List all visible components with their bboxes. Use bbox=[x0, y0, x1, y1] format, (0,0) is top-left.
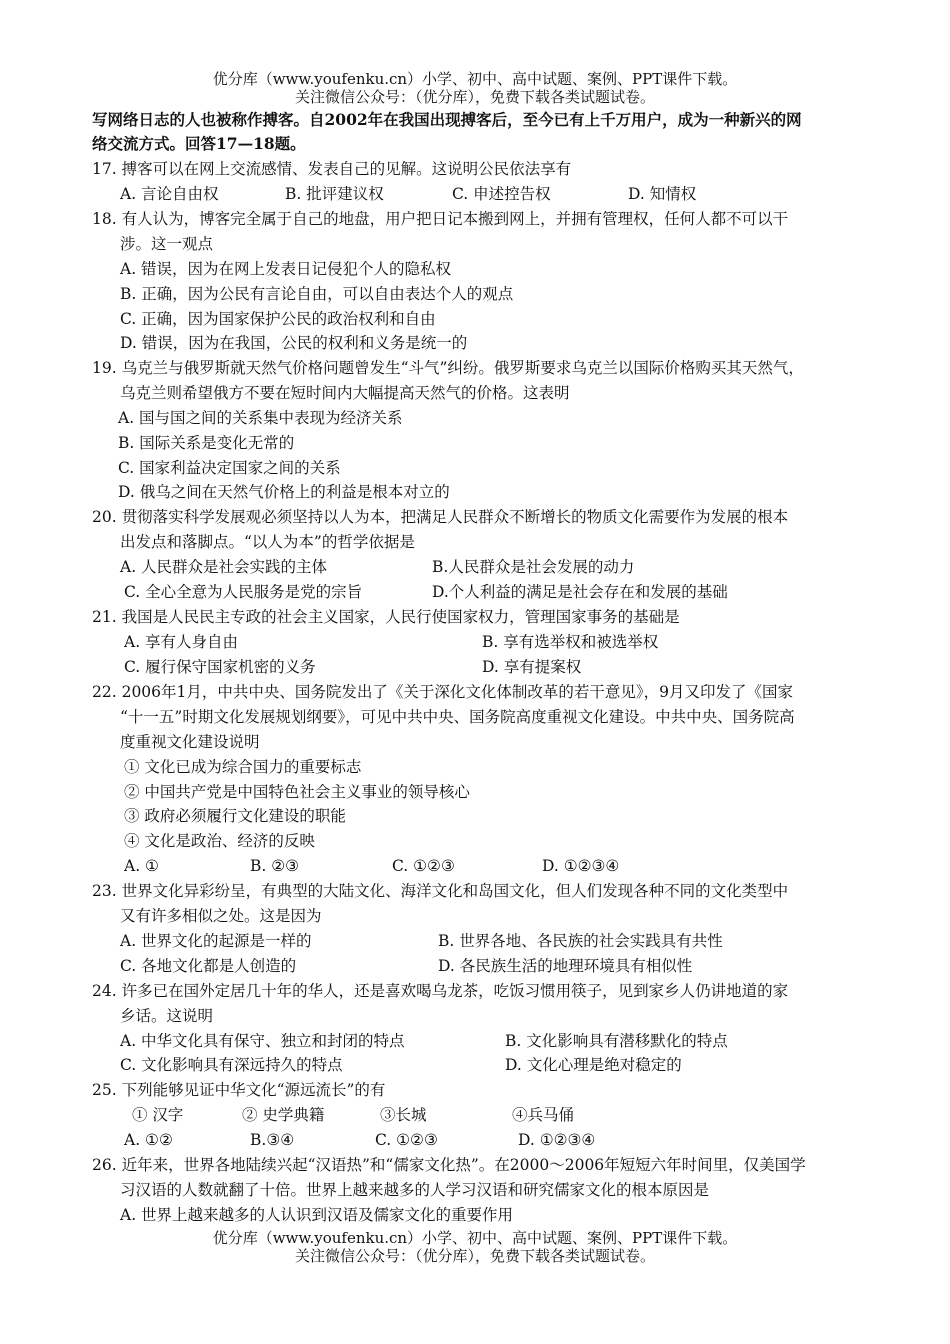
q25-option-b: B.③④ bbox=[250, 1131, 295, 1149]
q23-option-d: D. 各民族生活的地理环境具有相似性 bbox=[438, 957, 693, 975]
q25-option-c: C. ①②③ bbox=[375, 1131, 438, 1149]
q25-item-4: ④兵马俑 bbox=[512, 1106, 575, 1124]
q22-option-a: A. ① bbox=[124, 857, 159, 875]
q19-option-a: A. 国与国之间的关系集中表现为经济关系 bbox=[118, 409, 403, 427]
question-19-stem-2: 乌克兰则希望俄方不要在短时间内大幅提高天然气的价格。这表明 bbox=[120, 384, 570, 402]
q21-option-c: C. 履行保守国家机密的义务 bbox=[124, 658, 316, 676]
q18-option-a: A. 错误，因为在网上发表日记侵犯个人的隐私权 bbox=[120, 260, 452, 278]
question-17-stem: 17. 搏客可以在网上交流感情、发表自己的见解。这说明公民依法享有 bbox=[92, 160, 572, 178]
q17-option-c: C. 申述控告权 bbox=[452, 185, 551, 203]
footer-line-2: 关注微信公众号：（优分库），免费下载各类试题试卷。 bbox=[294, 1247, 655, 1265]
question-18-stem-2: 涉。这一观点 bbox=[120, 235, 214, 253]
question-23-stem-1: 23. 世界文化异彩纷呈，有典型的大陆文化、海洋文化和岛国文化，但人们发现各种不同的文化类型中 bbox=[92, 882, 789, 900]
intro-line-1: 写网络日志的人也被称作搏客。自2002年在我国出现搏客后，至今已有上千万用户，成为一种新兴的网 bbox=[92, 110, 802, 129]
q25-item-1: ① 汉字 bbox=[132, 1106, 184, 1124]
q20-option-b: B.人民群众是社会发展的动力 bbox=[432, 558, 635, 576]
header-line-1: 优分库（www.youfenku.cn）小学、初中、高中试题、案例、PPT课件下载。 bbox=[212, 70, 738, 88]
q25-item-3: ③长城 bbox=[380, 1106, 427, 1124]
footer-line-1: 优分库（www.youfenku.cn）小学、初中、高中试题、案例、PPT课件下载。 bbox=[212, 1229, 738, 1247]
question-21-stem: 21. 我国是人民民主专政的社会主义国家，人民行使国家权力，管理国家事务的基础是 bbox=[92, 608, 680, 626]
q19-option-d: D. 俄乌之间在天然气价格上的利益是根本对立的 bbox=[118, 483, 450, 501]
question-22-stem-1: 22. 2006年1月，中共中央、国务院发出了《关于深化文化体制改革的若干意见》，9月又印发了《国家 bbox=[92, 683, 793, 701]
q21-option-d: D. 享有提案权 bbox=[482, 658, 582, 676]
question-22-stem-3: 度重视文化建设说明 bbox=[120, 733, 260, 751]
question-25-stem: 25. 下列能够见证中华文化“源远流长”的有 bbox=[92, 1081, 386, 1099]
q22-item-3: ③ 政府必须履行文化建设的职能 bbox=[124, 807, 346, 825]
question-19-stem-1: 19. 乌克兰与俄罗斯就天然气价格问题曾发生“斗气”纠纷。俄罗斯要求乌克兰以国际价格购买其天然气， bbox=[92, 359, 804, 377]
question-22-stem-2: “十一五”时期文化发展规划纲要》，可见中共中央、国务院高度重视文化建设。中共中央、国务院高 bbox=[120, 708, 795, 726]
q22-option-b: B. ②③ bbox=[250, 857, 300, 875]
q25-item-2: ② 史学典籍 bbox=[242, 1106, 325, 1124]
q24-option-b: B. 文化影响具有潜移默化的特点 bbox=[505, 1032, 728, 1050]
q17-option-a: A. 言论自由权 bbox=[120, 185, 219, 203]
q22-item-1: ① 文化已成为综合国力的重要标志 bbox=[124, 758, 362, 776]
q24-option-a: A. 中华文化具有保守、独立和封闭的特点 bbox=[120, 1032, 405, 1050]
q25-option-d: D. ①②③④ bbox=[518, 1131, 596, 1149]
q20-option-d: D.个人利益的满足是社会存在和发展的基础 bbox=[432, 583, 728, 601]
question-18-stem-1: 18. 有人认为，博客完全属于自己的地盘，用户把日记本搬到网上，并拥有管理权，任何人都不可以干 bbox=[92, 210, 789, 228]
question-26-stem-1: 26. 近年来，世界各地陆续兴起“汉语热”和“儒家文化热”。在2000～2006年短短六年时间里，仅美国学 bbox=[92, 1156, 806, 1174]
q24-option-d: D. 文化心理是绝对稳定的 bbox=[505, 1056, 682, 1074]
intro-line-2: 络交流方式。回答17—18题。 bbox=[92, 134, 306, 153]
q23-option-c: C. 各地文化都是人创造的 bbox=[120, 957, 297, 975]
q17-option-b: B. 批评建议权 bbox=[285, 185, 384, 203]
q21-option-b: B. 享有选举权和被选举权 bbox=[482, 633, 659, 651]
q22-item-4: ④ 文化是政治、经济的反映 bbox=[124, 832, 315, 850]
q22-option-d: D. ①②③④ bbox=[542, 857, 620, 875]
question-26-stem-2: 习汉语的人数就翻了十倍。世界上越来越多的人学习汉语和研究儒家文化的根本原因是 bbox=[120, 1181, 710, 1199]
q17-option-d: D. 知情权 bbox=[628, 185, 697, 203]
question-20-stem-2: 出发点和落脚点。“以人为本”的哲学依据是 bbox=[120, 533, 415, 551]
q26-option-a: A. 世界上越来越多的人认识到汉语及儒家文化的重要作用 bbox=[120, 1206, 514, 1224]
question-23-stem-2: 又有许多相似之处。这是因为 bbox=[120, 907, 322, 925]
q22-option-c: C. ①②③ bbox=[392, 857, 455, 875]
q18-option-d: D. 错误，因为在我国，公民的权利和义务是统一的 bbox=[120, 334, 468, 352]
question-20-stem-1: 20. 贯彻落实科学发展观必须坚持以人为本，把满足人民群众不断增长的物质文化需要作为发展的根本 bbox=[92, 508, 789, 526]
q24-option-c: C. 文化影响具有深远持久的特点 bbox=[120, 1056, 343, 1074]
q25-option-a: A. ①② bbox=[124, 1131, 173, 1149]
q20-option-a: A. 人民群众是社会实践的主体 bbox=[120, 558, 328, 576]
header-line-2: 关注微信公众号：（优分库），免费下载各类试题试卷。 bbox=[294, 88, 655, 106]
question-24-stem-1: 24. 许多已在国外定居几十年的华人，还是喜欢喝乌龙茶，吃饭习惯用筷子，见到家乡人仍讲地道的家 bbox=[92, 982, 789, 1000]
q23-option-b: B. 世界各地、各民族的社会实践具有共性 bbox=[438, 932, 723, 950]
q22-item-2: ② 中国共产党是中国特色社会主义事业的领导核心 bbox=[124, 783, 470, 801]
question-24-stem-2: 乡话。这说明 bbox=[120, 1007, 214, 1025]
q18-option-c: C. 正确，因为国家保护公民的政治权利和自由 bbox=[120, 310, 436, 328]
q19-option-b: B. 国际关系是变化无常的 bbox=[118, 434, 295, 452]
q21-option-a: A. 享有人身自由 bbox=[124, 633, 239, 651]
q20-option-c: C. 全心全意为人民服务是党的宗旨 bbox=[124, 583, 363, 601]
q23-option-a: A. 世界文化的起源是一样的 bbox=[120, 932, 312, 950]
q18-option-b: B. 正确，因为公民有言论自由，可以自由表达个人的观点 bbox=[120, 285, 514, 303]
q19-option-c: C. 国家利益决定国家之间的关系 bbox=[118, 459, 341, 477]
